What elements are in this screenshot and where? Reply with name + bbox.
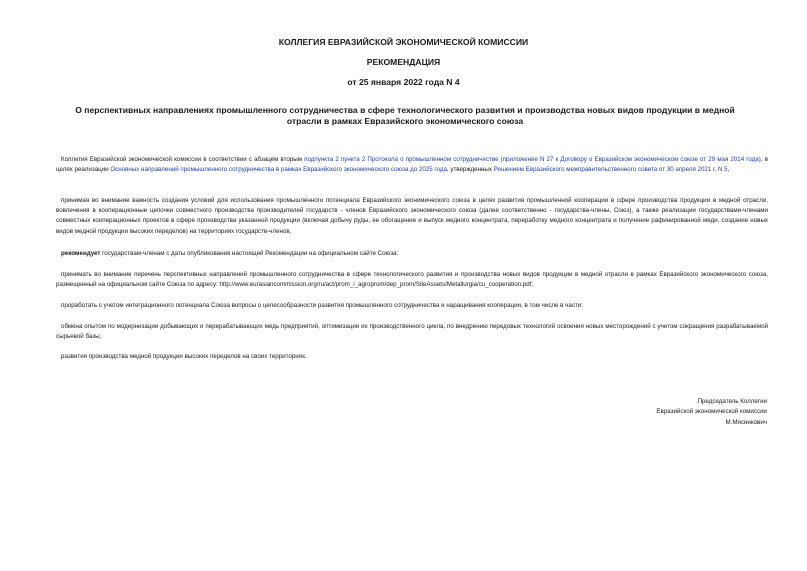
subitem-2-text: развития производства медной продукции высоких переделов на своих территориях. <box>61 353 307 360</box>
preamble-text-1: Коллегия Евразийской экономической комиссии в соответствии с абзацем вторым <box>61 156 305 163</box>
link-main-directions[interactable]: Основных направлений промышленного сотрудничества в рамках Евразийского экономического союза до 2025 года <box>110 166 447 174</box>
signature-organization: Евразийской экономической комиссии <box>656 408 767 416</box>
recommends-word: рекомендует <box>61 250 101 257</box>
signature-block <box>547 397 767 428</box>
paragraph-subitem-2 <box>56 352 768 362</box>
paragraph-subitem-1 <box>56 322 768 342</box>
subitem-1-text: обмена опытом по модернизации добывающих и перерабатывающих медь предприятий, оптимизации их производственного цикла, по внедрению передовых технологий освоения новых месторождений с учетом сокращения разрабатываемой сырьевой базы; <box>56 323 768 341</box>
item-1-text: принимать во внимание перечень перспективных направлений промышленного сотрудничества в сфере технологического развития и производства новых видов продукции в медной отрасли в рамках Евразийского экономического союза, размещенный на официальном сайте Союза по адресу: http://www.eurasiancommission.org/ru/act/prom_i_agroprom/dep_prom/SiteAssets/Metallurgia/cu_cooperation.pdf; <box>56 271 768 289</box>
link-protocol[interactable]: подпункта 2 пункта 2 Протокола о промышленном сотрудничестве (приложение N 27 к Договору о Евразийском экономическом союзе от 29 мая 2014 года) <box>304 156 761 163</box>
preamble-text-3: , утвержденных <box>446 166 494 174</box>
document-type: РЕКОМЕНДАЦИЯ <box>366 57 441 67</box>
item-2-text: проработать с учетом интеграционного потенциала Союза вопросы о целесообразности развития промышленного сотрудничества и наращивания кооперации, в том числе в части: <box>61 302 583 309</box>
signature-position: Председатель Коллегии <box>697 398 767 405</box>
paragraph-item-2 <box>56 301 768 311</box>
paragraph-recommends <box>56 249 768 259</box>
signature-name: М.Мясникович <box>725 418 767 426</box>
preamble-text-4: , <box>727 166 730 174</box>
document-date: от 25 января 2022 года N 4 <box>347 77 460 87</box>
issuing-body: КОЛЛЕГИЯ ЕВРАЗИЙСКОЙ ЭКОНОМИЧЕСКОЙ КОМИССИИ <box>278 37 529 47</box>
paragraph-item-1 <box>56 270 768 290</box>
recommends-text: государствам-членам с даты опубликования настоящей Рекомендации на официальном сайте Союза: <box>100 250 399 257</box>
document-title: О перспективных направлениях промышленного сотрудничества в сфере технологического развития и производства новых видов продукции в медной отрасли в рамках Евразийского экономического союза <box>75 105 735 126</box>
paragraph-considering <box>56 196 768 237</box>
preamble-text-2: , в целях реализации <box>56 156 768 174</box>
link-council-decision[interactable]: Решением Евразийского межправительственного совета от 30 апреля 2021 г. N 5 <box>493 166 728 174</box>
paragraph-preamble <box>56 155 768 175</box>
considering-text: принимая во внимание важность создания условий для использования промышленного потенциала Евразийского экономического союза в целях развития промышленной кооперации в сфере производства продукции в медной отрасли, вовлечения в кооперационные цепочки совместного производства производителей государств - членов Евразийского экономического союза (далее соответственно - государства-члены, Союз), а также реализации государствами-членами совместных кооперационных проектов в сфере производства указанной продукции (включая добычу руды, ее обогащение и выпуск медного концентрата, переработку медного концентрата и получение рафинированной меди, создание новых видов медной продукции высоких переделов) на территориях государств-членов, <box>56 197 768 235</box>
